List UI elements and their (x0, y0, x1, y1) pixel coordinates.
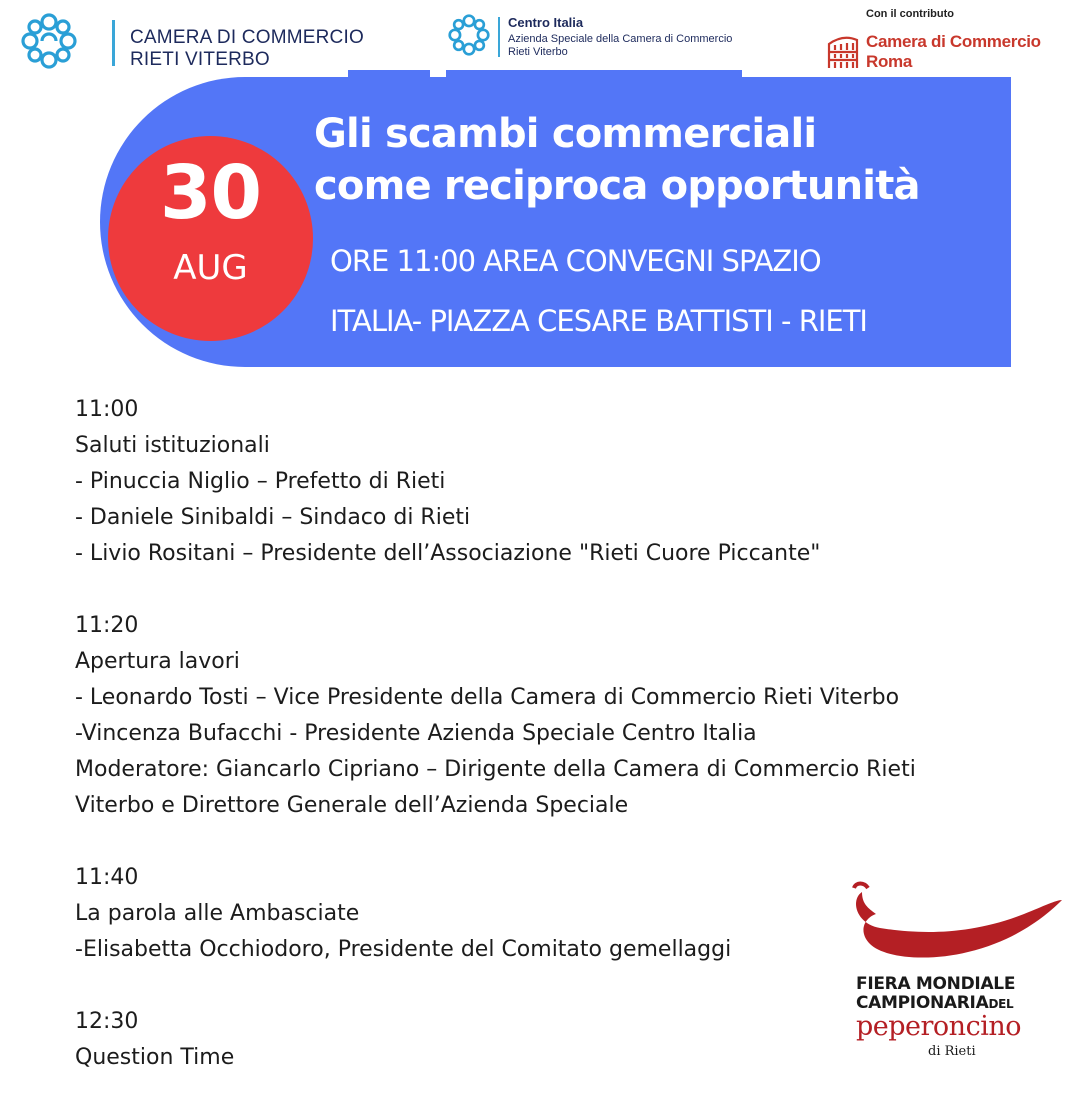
fiera-line-1: FIERA MONDIALE (856, 974, 1016, 994)
event-title-line-1: Gli scambi commerciali (314, 111, 817, 157)
agenda-heading: La parola alle Ambasciate (75, 901, 360, 926)
centro-italia-sub-2: Rieti Viterbo (508, 46, 568, 58)
event-info-line-2: ITALIA- PIAZZA CESARE BATTISTI - RIETI (330, 304, 867, 338)
agenda-time: 12:30 (75, 1009, 139, 1034)
agenda-speaker: -Elisabetta Occhiodoro, Presidente del Comitato gemellaggi (75, 937, 732, 962)
ccia-knot-icon (18, 10, 80, 72)
centro-italia-sub-1: Azienda Speciale della Camera di Commercio (508, 33, 733, 45)
agenda-time: 11:20 (75, 613, 139, 638)
logo-divider (498, 17, 500, 57)
event-month: AUG (173, 248, 248, 288)
roma-line-2: Roma (866, 52, 913, 71)
fiera-line-2: CAMPIONARIADEL (856, 993, 1014, 1013)
fiera-line-4: di Rieti (928, 1044, 976, 1059)
agenda-speaker: - Leonardo Tosti – Vice Presidente della Camera di Commercio Rieti Viterbo (75, 685, 900, 710)
colosseum-icon (826, 32, 860, 70)
agenda-block-1120 (75, 608, 1065, 824)
ccia-knot-icon (446, 12, 492, 58)
logo-line-1: CAMERA DI COMMERCIO (130, 27, 364, 48)
agenda-heading: Question Time (75, 1045, 235, 1070)
agenda-speaker: - Pinuccia Niglio – Prefetto di Rieti (75, 469, 446, 494)
fiera-line-3: peperoncino (856, 1011, 1021, 1042)
agenda-speaker: - Livio Rositani – Presidente dell’Associazione "Rieti Cuore Piccante" (75, 541, 821, 566)
ccia-rieti-viterbo-logo (18, 10, 364, 70)
roma-line-1: Camera di Commercio (866, 32, 1041, 51)
centro-italia-logo (446, 12, 756, 62)
agenda-time: 11:40 (75, 865, 139, 890)
agenda-speaker: - Daniele Sinibaldi – Sindaco di Rieti (75, 505, 471, 530)
event-info-line-1: ORE 11:00 AREA CONVEGNI SPAZIO (330, 244, 821, 278)
agenda-block-1100 (75, 392, 1065, 572)
logo-divider (112, 20, 115, 66)
agenda-heading: Apertura lavori (75, 649, 240, 674)
event-title-line-2: come reciproca opportunità (314, 163, 920, 209)
contributo-label: Con il contributo (866, 8, 954, 20)
agenda-heading: Saluti istituzionali (75, 433, 270, 458)
agenda-time: 11:00 (75, 397, 139, 422)
agenda-speaker: -Vincenza Bufacchi - Presidente Azienda Speciale Centro Italia (75, 721, 757, 746)
agenda-moderator: Viterbo e Direttore Generale dell’Azienda Speciale (75, 793, 629, 818)
ccia-roma-logo (826, 6, 1066, 76)
agenda-moderator: Moderatore: Giancarlo Cipriano – Dirigente della Camera di Commercio Rieti (75, 757, 916, 782)
chili-pepper-icon (848, 878, 1068, 974)
fiera-peperoncino-logo (848, 878, 1068, 1068)
logo-line-2: RIETI VITERBO (130, 49, 270, 70)
centro-italia-name: Centro Italia (508, 15, 584, 30)
event-day: 30 (160, 150, 261, 236)
